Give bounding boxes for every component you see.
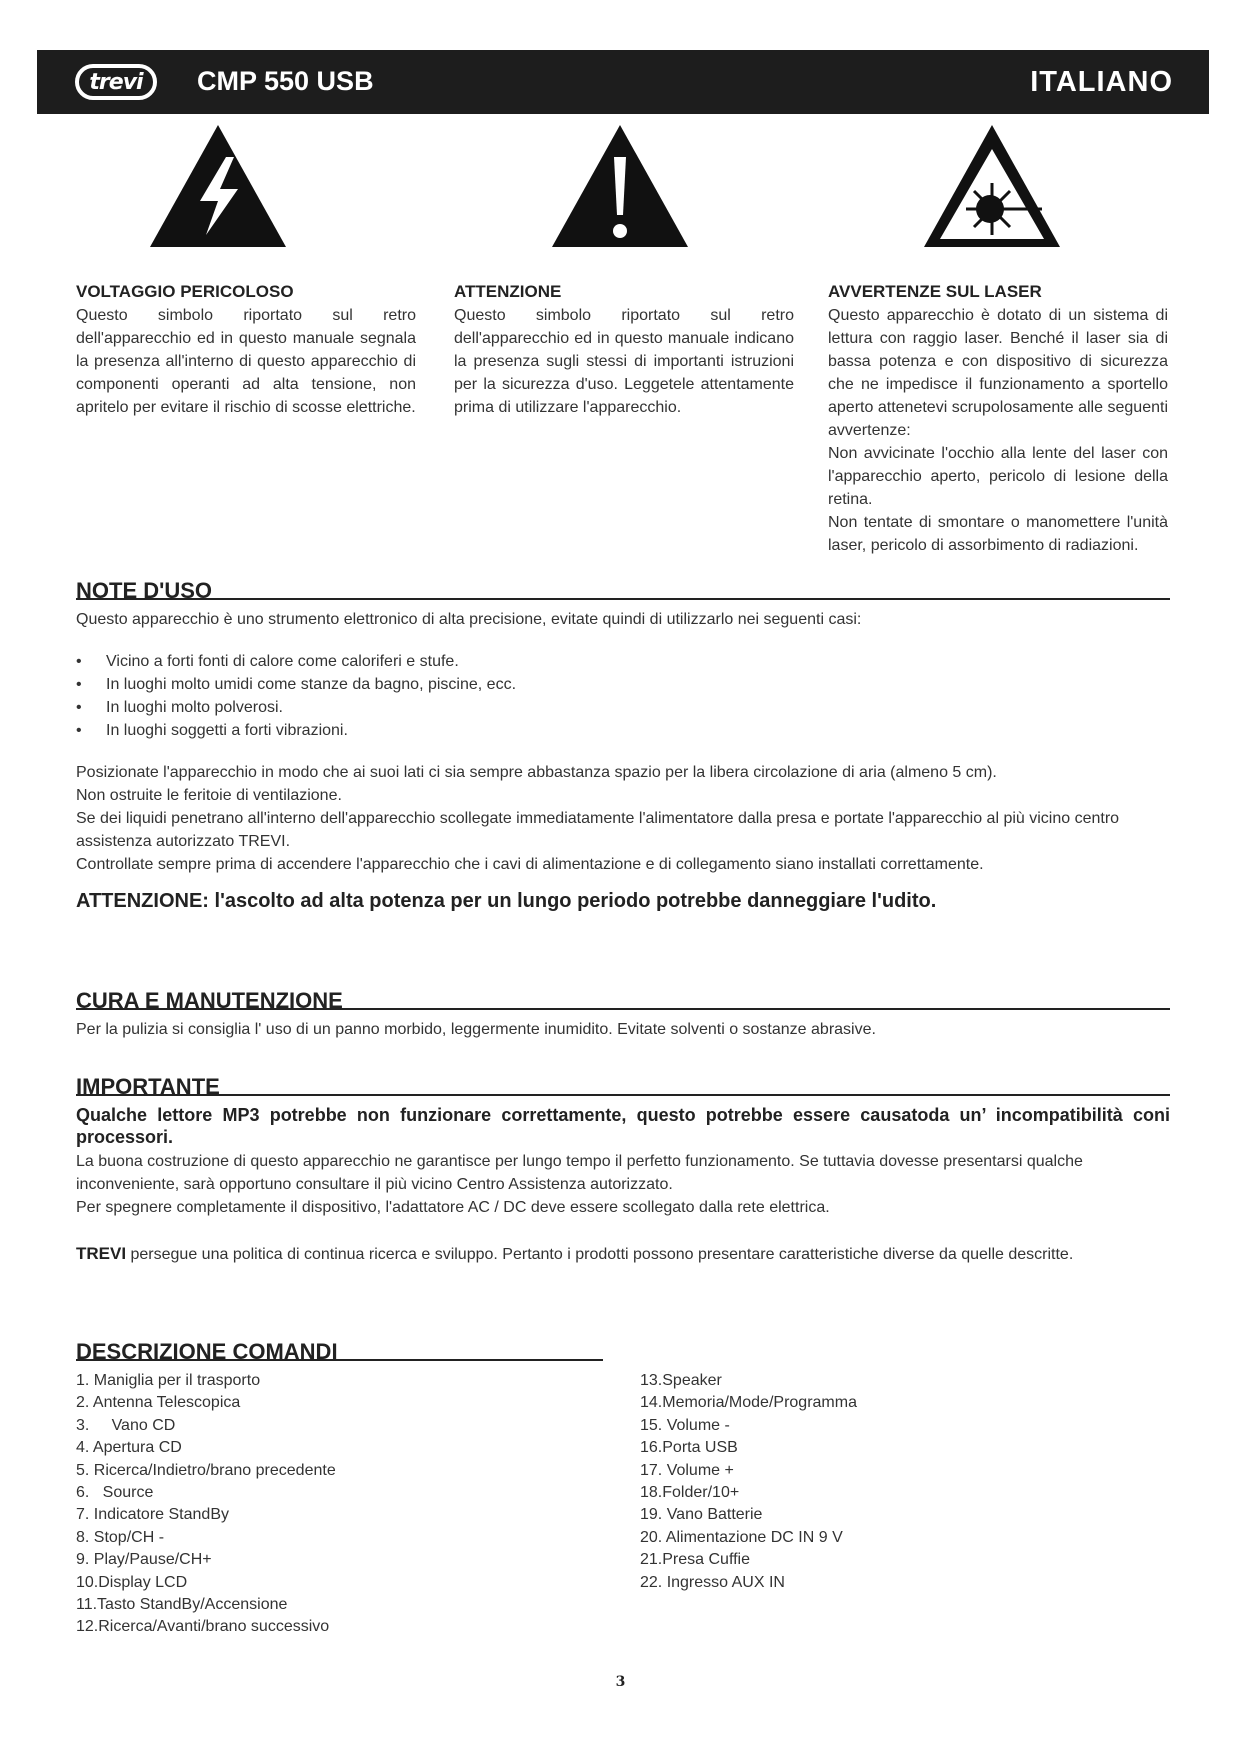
comandi-left-list [76, 1370, 556, 1639]
hearing-warning: ATTENZIONE: l'ascolto ad alta potenza per un lungo periodo potrebbe danneggiare l'udito. [76, 890, 937, 912]
list-item: 3. Vano CD [76, 1416, 176, 1434]
list-item: 16.Porta USB [640, 1439, 738, 1457]
symbol-laser-block [828, 280, 1168, 557]
list-item: • In luoghi soggetti a forti vibrazioni. [76, 719, 1170, 742]
list-item: 6. Source [76, 1483, 154, 1501]
list-item: 13.Speaker [640, 1372, 722, 1389]
section-title: CURA E MANUTENZIONE [76, 984, 1170, 1010]
trevi-bold: TREVI [76, 1244, 127, 1263]
list-item: 22. Ingresso AUX IN [640, 1573, 785, 1591]
section-title: IMPORTANTE [76, 1070, 1170, 1096]
cura-text: Per la pulizia si consiglia l' uso di un panno morbido, leggermente inumidito. Evitate solventi o sostanze abrasive. [76, 1021, 876, 1038]
trevi-rest: persegue una politica di continua ricerca e sviluppo. Pertanto i prodotti possono presentare caratteristiche diverse da quelle descritte. [126, 1246, 1074, 1263]
list-item: 11.Tasto StandBy/Accensione [76, 1595, 288, 1613]
note-uso-section [76, 574, 1170, 913]
list-item: 14.Memoria/Mode/Programma [640, 1394, 857, 1412]
symbol-voltage-block [76, 280, 416, 419]
importante-paragraph: Per spegnere completamente il dispositivo, l'adattatore AC / DC deve essere scollegato dalla rete elettrica. [76, 1199, 830, 1216]
list-item: 9. Play/Pause/CH+ [76, 1551, 212, 1569]
comandi-section [76, 1335, 603, 1364]
page-number: 3 [615, 1674, 626, 1690]
list-item: 19. Vano Batterie [640, 1506, 763, 1524]
note-paragraph: Controllate sempre prima di accendere l'apparecchio che i cavi di alimentazione e di collegamento siano installati correttamente. [76, 856, 984, 873]
symbol-title: VOLTAGGIO PERICOLOSO [76, 282, 294, 301]
list-item: 8. Stop/CH - [76, 1528, 165, 1546]
model-title: CMP 550 USB [197, 66, 374, 96]
trevi-statement [76, 1242, 1170, 1266]
importante-strong: Qualche lettore MP3 potrebbe non funzionare correttamente, questo potrebbe essere causatoda un’ incompatibilità coni processori. [76, 1105, 1170, 1147]
symbol-title: AVVERTENZE SUL LASER [828, 282, 1042, 301]
list-item: 10.Display LCD [76, 1573, 188, 1591]
language-label: ITALIANO [1030, 66, 1173, 98]
symbol-text-2: Non avvicinate l'occhio alla lente del laser con l'apparecchio aperto, pericolo di lesione della retina. [828, 445, 1168, 508]
list-item: 18.Folder/10+ [640, 1483, 740, 1501]
note-paragraph: Se dei liquidi penetrano all'interno dell'apparecchio scollegate immediatamente l'alimentatore dalla presa e portate l'apparecchio al più vicino centro assistenza autorizzato TREVI. [76, 810, 1120, 850]
note-bullet-list [76, 650, 1170, 742]
note-paragraph: Non ostruite le feritoie di ventilazione. [76, 787, 342, 804]
list-item: 15. Volume - [640, 1416, 730, 1434]
laser-icon [922, 123, 1062, 251]
section-title: DESCRIZIONE COMANDI [76, 1335, 603, 1361]
list-item: 12.Ricerca/Avanti/brano successivo [76, 1618, 330, 1636]
list-item: 20. Alimentazione DC IN 9 V [640, 1528, 843, 1546]
list-item: 1. Maniglia per il trasporto [76, 1372, 261, 1389]
list-item: • In luoghi molto umidi come stanze da bagno, piscine, ecc. [76, 673, 1170, 696]
list-item: 2. Antenna Telescopica [76, 1394, 241, 1412]
section-title: NOTE D'USO [76, 574, 1170, 600]
cura-section [76, 984, 1170, 1041]
note-intro: Questo apparecchio è uno strumento elettronico di alta precisione, evitate quindi di utilizzarlo nei seguenti casi: [76, 611, 862, 628]
exclamation-icon [550, 123, 690, 251]
symbol-text-3: Non tentate di smontare o manomettere l'unità laser, pericolo di assorbimento di radiazioni. [828, 514, 1168, 554]
high-voltage-icon [148, 123, 288, 251]
comandi-right-list [640, 1370, 1120, 1594]
note-paragraph: Posizionate l'apparecchio in modo che ai suoi lati ci sia sempre abbastanza spazio per la libera circolazione di aria (almeno 5 cm). [76, 764, 997, 781]
page-header [37, 50, 1209, 114]
symbol-text: Questo simbolo riportato sul retro dell'apparecchio ed in questo manuale segnala la presenza all'interno di questo apparecchio di componenti operanti ad alta tensione, non apritelo per evitare il rischio di scosse elettriche. [76, 307, 416, 416]
symbol-text: Questo apparecchio è dotato di un sistema di lettura con raggio laser. Benché il laser sia di bassa potenza e con dispositivo di sicurezza che ne impedisce il funzionamento a sportello aperto attenetevi scrupolosamente alle seguenti avvertenze: [828, 307, 1168, 439]
symbol-attention-block [454, 280, 794, 419]
list-item: • Vicino a forti fonti di calore come caloriferi e stufe. [76, 650, 1170, 673]
list-item: 17. Volume + [640, 1461, 734, 1479]
list-item: 21.Presa Cuffie [640, 1551, 750, 1569]
trevi-logo: trevi [75, 64, 157, 100]
list-item: 4. Apertura CD [76, 1439, 182, 1457]
list-item: 7. Indicatore StandBy [76, 1506, 229, 1524]
importante-paragraph: La buona costruzione di questo apparecchio ne garantisce per lungo tempo il perfetto funzionamento. Se tuttavia dovesse presentarsi qualche inconveniente, sarà opportuno consultare il più vicino Centro Assistenza autorizzato. [76, 1153, 1083, 1193]
symbol-text: Questo simbolo riportato sul retro dell'apparecchio ed in questo manuale indicano la presenza sugli stessi di importanti istruzioni per la sicurezza d'uso. Leggetele attentamente prima di utilizzare l'apparecchio. [454, 307, 794, 416]
symbol-title: ATTENZIONE [454, 282, 562, 301]
list-item: 5. Ricerca/Indietro/brano precedente [76, 1461, 336, 1479]
importante-section [76, 1070, 1170, 1266]
list-item: • In luoghi molto polverosi. [76, 696, 1170, 719]
